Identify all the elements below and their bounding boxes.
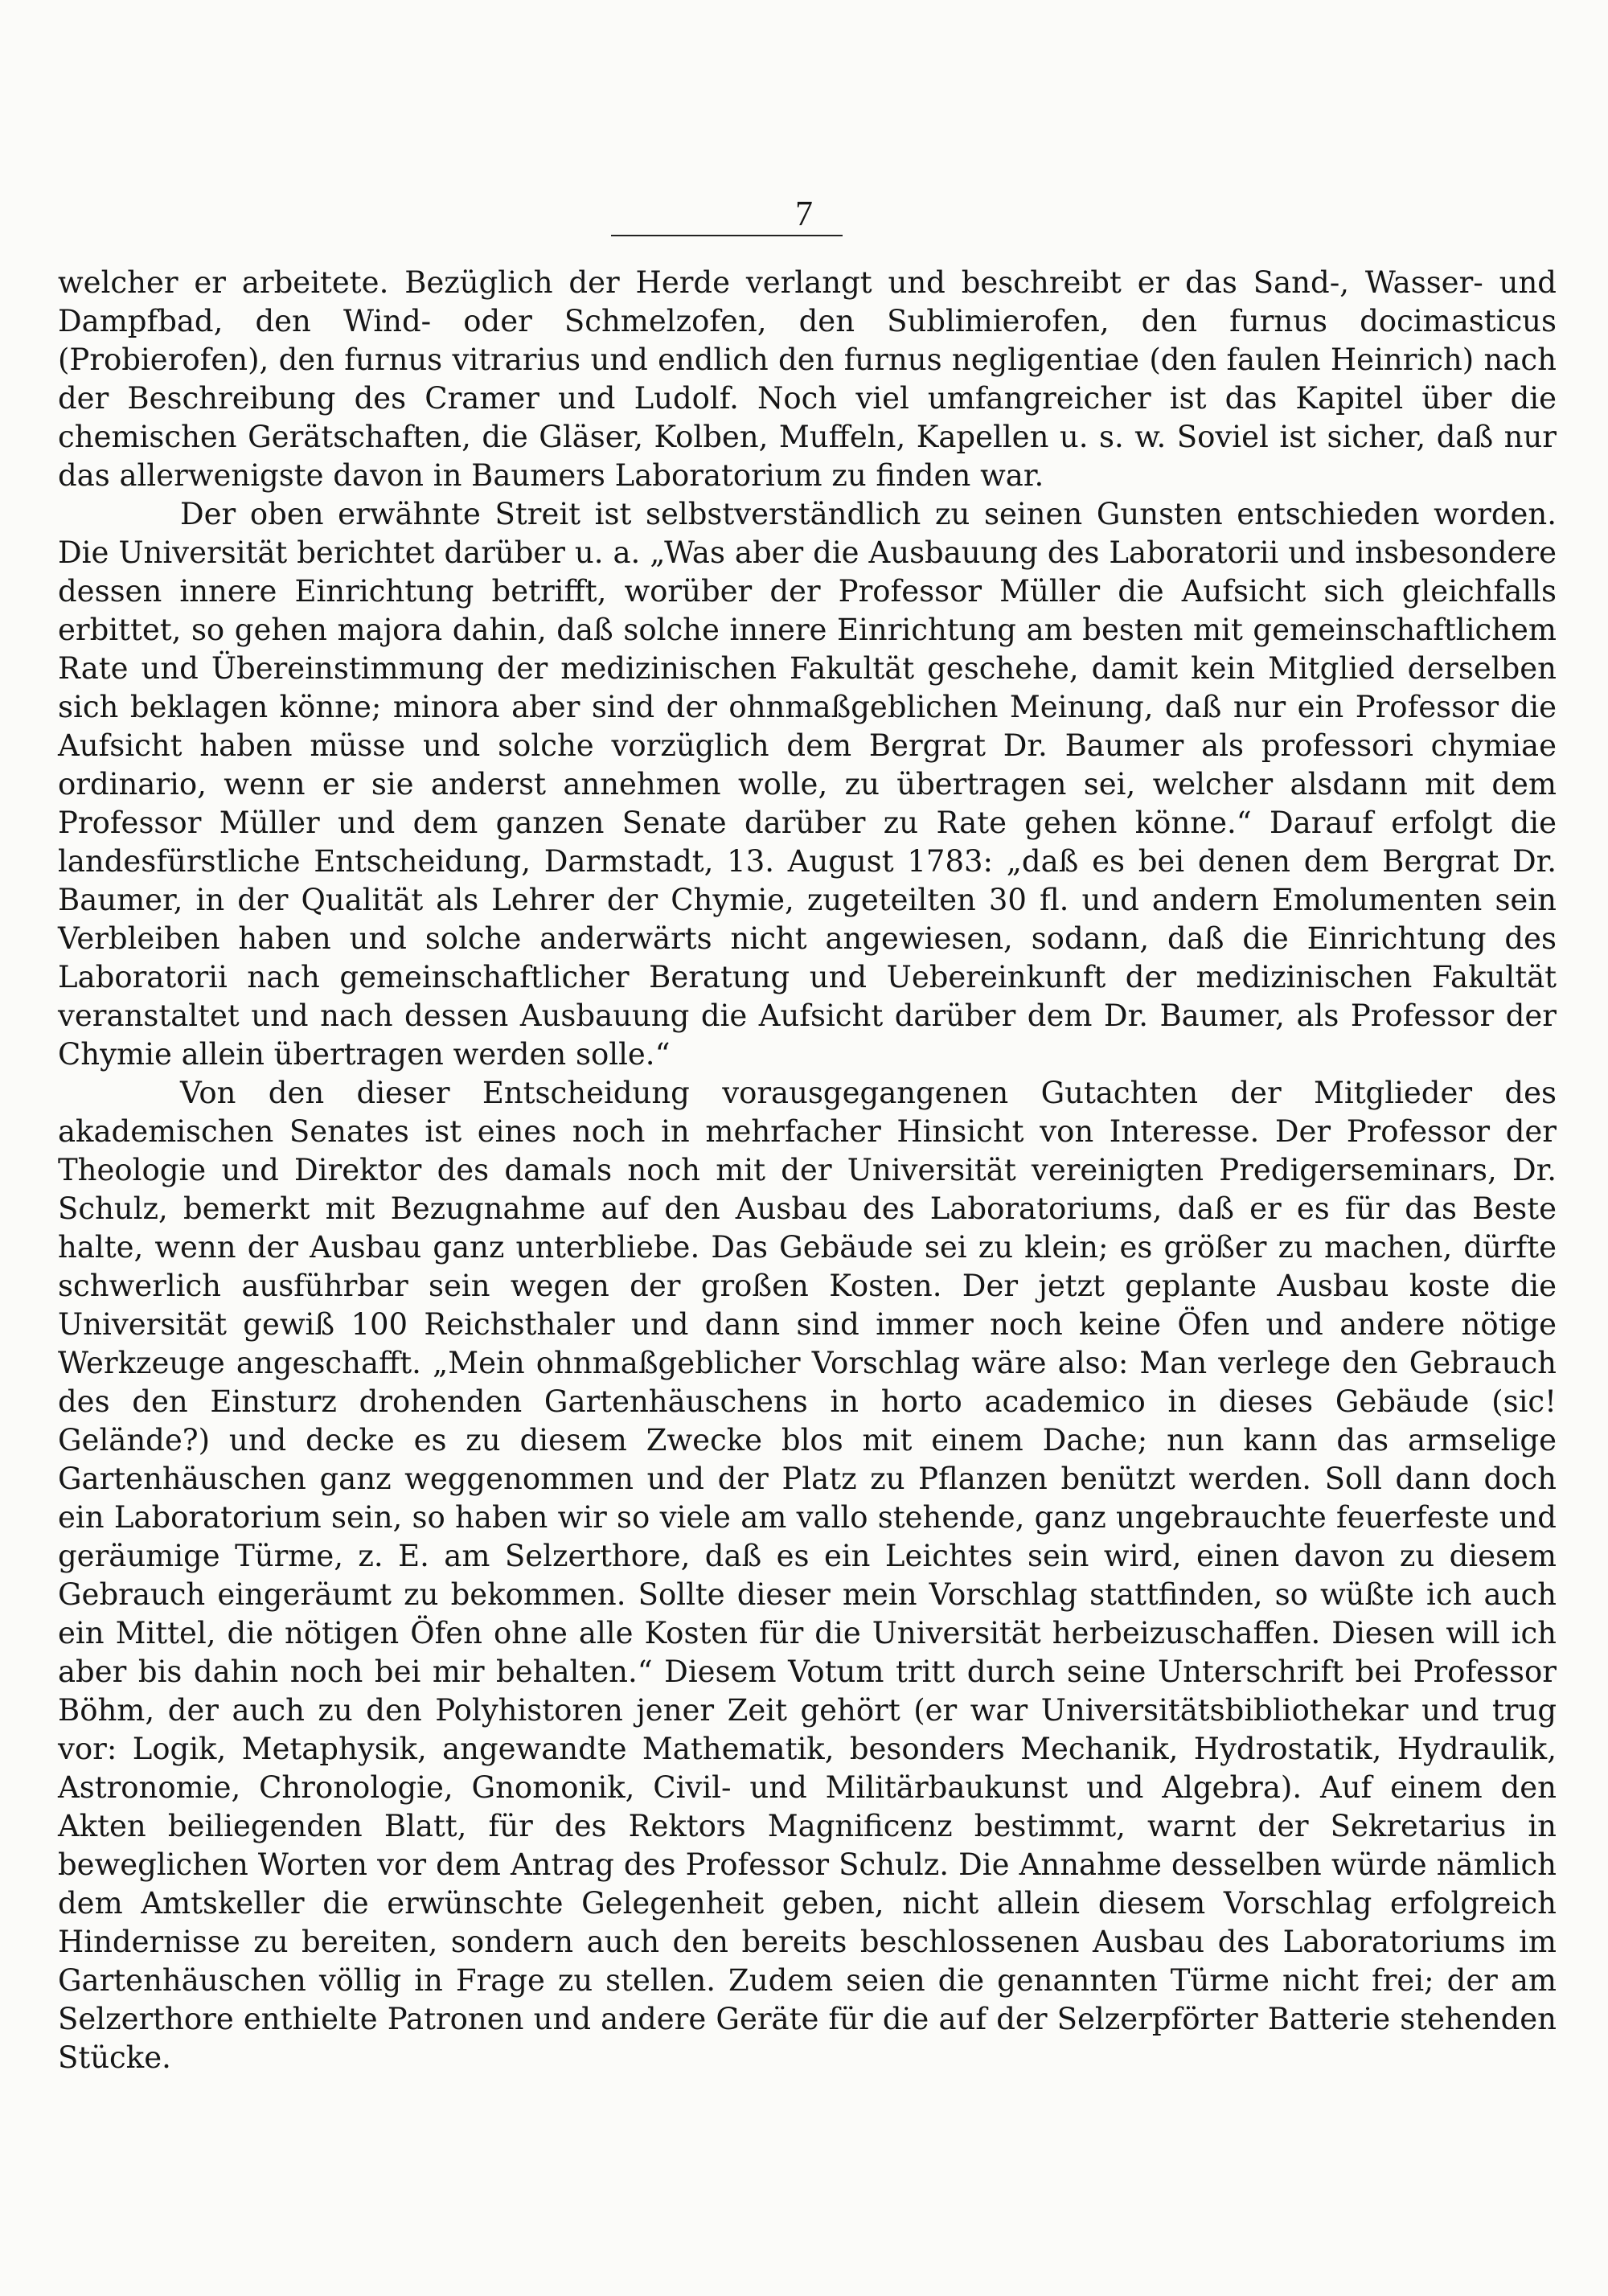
page-number-rule (611, 235, 843, 236)
paragraph-2: Der oben erwähnte Streit ist selbstverständlich zu seinen Gunsten entschieden worden. Die Universität berichtet darüber u. a. „Was aber die Ausbauung des Laboratorii und insbesondere dessen innere Einrichtung betrifft, worüber der Professor Müller die Aufsicht sich gleichfalls erbittet, so gehen majora dahin, daß solche innere Einrichtung am besten mit gemeinschaftlichem Rate und Übereinstimmung der medizinischen Fakultät geschehe, damit kein Mitglied derselben sich beklagen könne; minora aber sind der ohnmaßgeblichen Meinung, daß nur ein Professor die Aufsicht haben müsse und solche vorzüglich dem Bergrat Dr. Baumer als professori chymiae ordinario, wenn er sie anderst annehmen wolle, zu übertragen sei, welcher alsdann mit dem Professor Müller und dem ganzen Senate darüber zu Rate gehen könne.“ Darauf erfolgt die landesfürstliche Entscheidung, Darmstadt, 13. August 1783: „daß es bei denen dem Bergrat Dr. Baumer, in der Qualität als Lehrer der Chymie, zugeteilten 30 fl. und andern Emolumenten sein Verbleiben haben und solche anderwärts nicht angewiesen, sodann, daß die Einrichtung des Laboratorii nach gemeinschaftlicher Beratung und Uebereinkunft der medizinischen Fakultät veranstaltet und nach dessen Ausbauung die Aufsicht darüber dem Dr. Baumer, als Professor der Chymie allein übertragen werden solle.“ (58, 497, 1557, 1072)
paragraph-3: Von den dieser Entscheidung vorausgegangenen Gutachten der Mitglieder des akademischen Senates ist eines noch in mehrfacher Hinsicht von Interesse. Der Professor der Theologie und Direktor des damals noch mit der Universität vereinigten Predigerseminars, Dr. Schulz, bemerkt mit Bezugnahme auf den Ausbau des Laboratoriums, daß er es für das Beste halte, wenn der Ausbau ganz unterbliebe. Das Gebäude sei zu klein; es größer zu machen, dürfte schwerlich ausführbar sein wegen der großen Kosten. Der jetzt geplante Ausbau koste die Universität gewiß 100 Reichsthaler und dann sind immer noch keine Öfen und andere nötige Werkzeuge angeschafft. „Mein ohnmaßgeblicher Vorschlag wäre also: Man verlege den Gebrauch des den Einsturz drohenden Gartenhäuschens in horto academico in dieses Gebäude (sic! Gelände?) und decke es zu diesem Zwecke blos mit einem Dache; nun kann das armselige Gartenhäuschen ganz weggenommen und der Platz zu Pflanzen benützt werden. Soll dann doch ein Laboratorium sein, so haben wir so viele am vallo stehende, ganz ungebrauchte feuerfeste und geräumige Türme, z. E. am Selzerthore, daß es ein Leichtes sein wird, einen davon zu diesem Gebrauch eingeräumt zu bekommen. Sollte dieser mein Vorschlag stattfinden, so wüßte ich auch ein Mittel, die nötigen Öfen ohne alle Kosten für die Universität herbeizuschaffen. Diesen will ich aber bis dahin noch bei mir behalten.“ Diesem Votum tritt durch seine Unterschrift bei Professor Böhm, der auch zu den Polyhistoren jener Zeit gehört (er war Universitätsbibliothekar und trug vor: Logik, Metaphysik, angewandte Mathematik, besonders Mechanik, Hydrostatik, Hydraulik, Astronomie, Chronologie, Gnomonik, Civil- und Militärbaukunst und Algebra). Auf einem den Akten beiliegenden Blatt, für des Rektors Magnificenz bestimmt, warnt der Sekretarius in beweglichen Worten vor dem Antrag des Professor Schulz. Die Annahme desselben würde nämlich dem Amtskeller die erwünschte Gelegenheit geben, nicht allein diesem Vorschlag erfolgreich Hindernisse zu bereiten, sondern auch den bereits beschlossenen Ausbau des Laboratoriums im Gartenhäuschen völlig in Frage zu stellen. Zudem seien die genannten Türme nicht frei; der am Selzerthore enthielte Patronen und andere Geräte für die auf der Selzerpförter Batterie stehenden Stücke. (58, 1076, 1557, 2075)
body-text (58, 264, 1557, 2077)
paragraph-1: welcher er arbeitete. Bezüglich der Herde verlangt und beschreibt er das Sand-, Wasser- und Dampfbad, den Wind- oder Schmelzofen, den Sublimierofen, den furnus docimasticus (Probierofen), den furnus vitrarius und endlich den furnus negligentiae (den faulen Heinrich) nach der Beschreibung des Cramer und Ludolf. Noch viel umfangreicher ist das Kapitel über die chemischen Gerätschaften, die Gläser, Kolben, Muffeln, Kapellen u. s. w. Soviel ist sicher, daß nur das allerwenigste davon in Baumers Laboratorium zu finden war. (58, 265, 1557, 493)
page-number: 7 (795, 194, 813, 233)
